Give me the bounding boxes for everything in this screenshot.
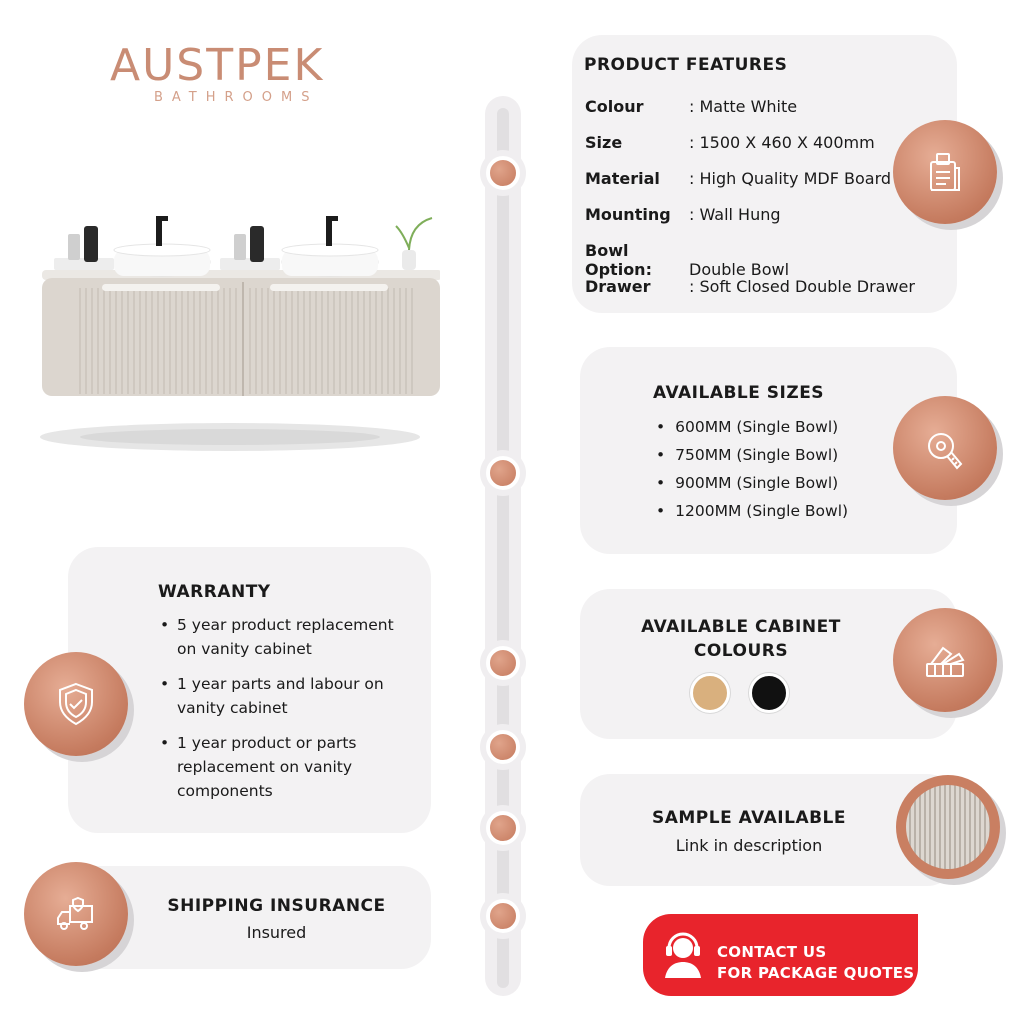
brand-logo: [110, 40, 390, 110]
feature-row-mounting: [585, 205, 955, 241]
warranty-title: WARRANTY: [158, 582, 271, 602]
available-sizes-title: AVAILABLE SIZES: [653, 383, 825, 403]
contact-us-button[interactable]: [643, 914, 918, 996]
product-sheet-icon: [893, 120, 997, 224]
brand-name: AUSTPEK: [110, 40, 325, 91]
color-palette-icon: [893, 608, 997, 712]
brand-sub: BATHROOMS: [154, 90, 319, 105]
feature-row-bowl-option: [585, 241, 955, 277]
feature-label: Size: [585, 133, 623, 152]
warranty-item: • 5 year product replacement on vanity cabinet: [160, 616, 394, 658]
vanity-product-image: [40, 212, 440, 462]
shipping-title: SHIPPING INSURANCE: [167, 896, 386, 916]
timeline-dot: [486, 646, 520, 680]
feature-value: : Soft Closed Double Drawer: [689, 277, 915, 296]
product-features-title: PRODUCT FEATURES: [584, 55, 788, 75]
sample-swatch-icon: [896, 775, 1000, 879]
size-item: • 1200MM (Single Bowl): [656, 497, 848, 525]
feature-label: Material: [585, 169, 660, 188]
timeline-dot: [486, 456, 520, 490]
feature-label: Mounting: [585, 205, 671, 224]
feature-label: Bowl Option:: [585, 241, 652, 279]
sample-link-text[interactable]: Link in description: [675, 836, 823, 855]
headset-agent-icon: [657, 928, 709, 980]
timeline-dot: [486, 156, 520, 190]
cabinet-colours-title-1: AVAILABLE CABINET: [641, 617, 841, 637]
contact-text: [717, 942, 914, 984]
colour-swatch-black[interactable]: [749, 673, 789, 713]
warranty-list: [160, 613, 420, 803]
feature-row-colour: [585, 97, 955, 133]
sample-title: SAMPLE AVAILABLE: [651, 808, 847, 828]
warranty-item: • 1 year product or parts replacement on vanity components: [160, 734, 357, 800]
timeline-dot: [486, 899, 520, 933]
measuring-tape-icon: [893, 396, 997, 500]
feature-row-drawer: [585, 277, 955, 313]
size-item: • 750MM (Single Bowl): [656, 441, 848, 469]
feature-value: : Matte White: [689, 97, 798, 116]
product-features-list: [585, 97, 955, 313]
warranty-item: • 1 year parts and labour on vanity cabinet: [160, 675, 384, 717]
timeline-dot: [486, 811, 520, 845]
feature-value: : High Quality MDF Board: [689, 169, 892, 188]
timeline-dot: [486, 730, 520, 764]
feature-label: Colour: [585, 97, 644, 116]
size-item: • 600MM (Single Bowl): [656, 413, 848, 441]
colour-swatch-tan[interactable]: [690, 673, 730, 713]
shipping-status: Insured: [246, 923, 307, 942]
feature-value: : Wall Hung: [689, 205, 781, 224]
shield-check-icon: [24, 652, 128, 756]
sizes-list: [656, 413, 848, 525]
feature-value: : 1500 X 460 X 400mm: [689, 133, 875, 152]
cabinet-colours-title-2: COLOURS: [693, 641, 789, 661]
contact-line-1: CONTACT US: [717, 943, 827, 961]
contact-line-2: FOR PACKAGE QUOTES: [717, 964, 915, 982]
delivery-truck-icon: [24, 862, 128, 966]
timeline-track: [497, 108, 509, 988]
feature-label: Drawer: [585, 277, 651, 296]
size-item: • 900MM (Single Bowl): [656, 469, 848, 497]
feature-value: Double Bowl: [689, 260, 790, 279]
